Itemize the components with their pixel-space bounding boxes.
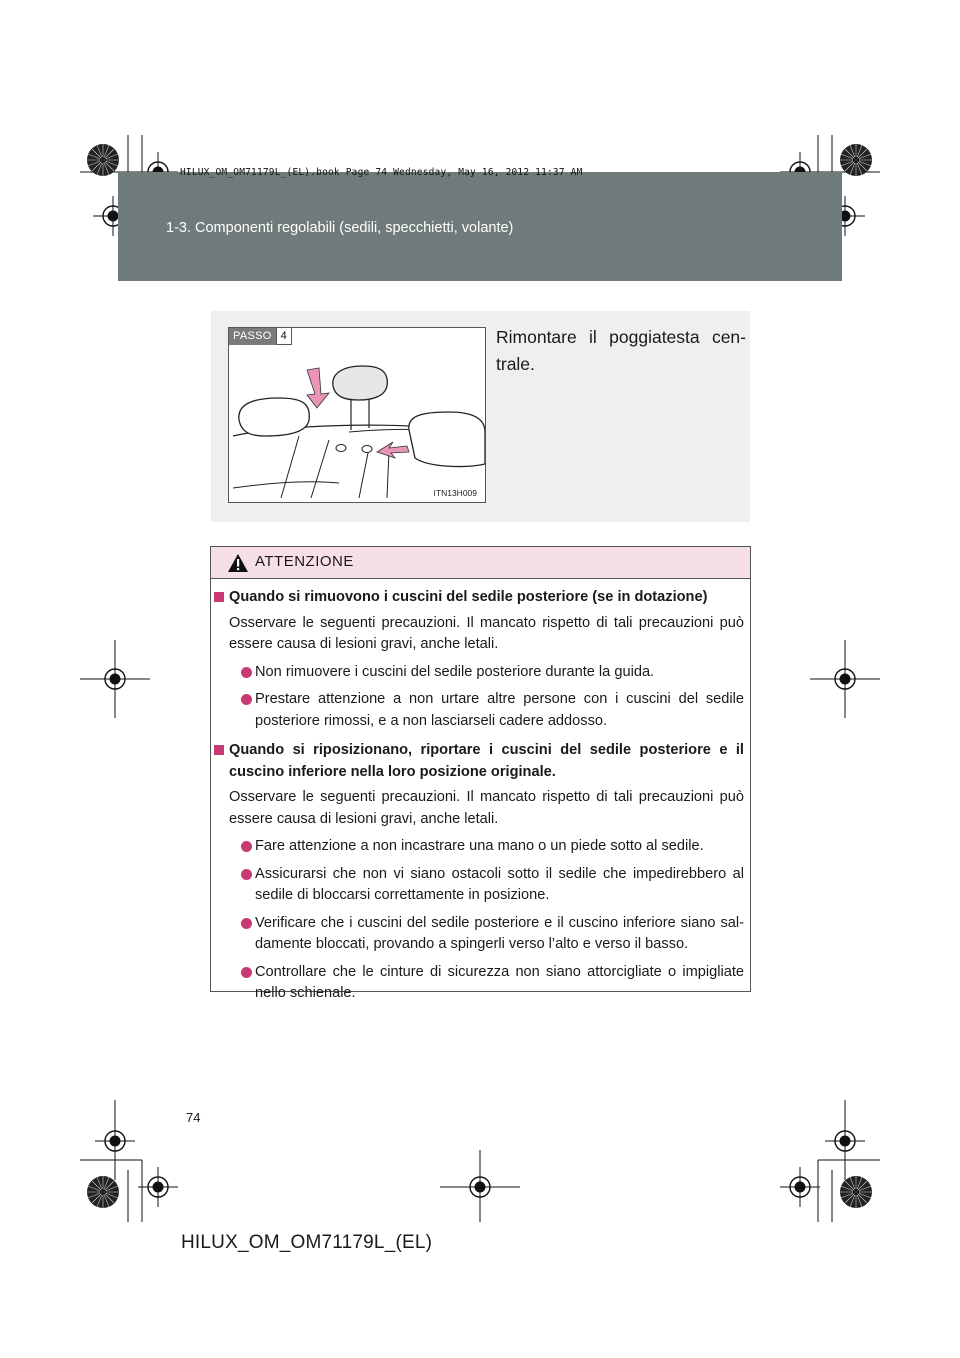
warning-heading-text: Quando si riposizionano, riportare i cuscini del sedile posteriore e il cuscino inferiore nella loro posizione originale. — [229, 742, 744, 780]
round-bullet-icon — [241, 967, 252, 978]
warning-paragraph: Osservare le seguenti precauzioni. Il mancato rispetto di tali precauzioni può essere causa di lesioni gravi, anche letali. — [229, 614, 744, 652]
warning-heading — [229, 587, 744, 609]
warning-header — [211, 547, 750, 579]
figure-code: ITN13H009 — [433, 488, 477, 498]
book-stamp: HILUX_OM_OM71179L_(EL).book Page 74 Wednesday, May 16, 2012 11:37 AM — [180, 167, 583, 178]
warning-title: ATTENZIONE — [255, 553, 354, 570]
document-id: HILUX_OM_OM71179L_(EL) — [181, 1232, 433, 1253]
page-number: 74 — [186, 1110, 201, 1125]
warning-heading — [229, 740, 744, 783]
warning-bullet-text: Prestare attenzione a non urtare altre persone con i cuscini del sedile posteriore rimossi, e a non lasciarseli cadere addosso. — [255, 691, 744, 729]
warning-bullet — [241, 913, 744, 956]
round-bullet-icon — [241, 869, 252, 880]
warning-bullet — [241, 689, 744, 732]
warning-bullet — [241, 962, 744, 1005]
headrest-illustration — [228, 327, 486, 503]
step-badge-number: 4 — [276, 328, 292, 345]
warning-body — [211, 587, 750, 1005]
warning-paragraph: Osservare le seguenti precauzioni. Il mancato rispetto di tali precauzioni può essere causa di lesioni gravi, anche letali. — [229, 789, 744, 827]
warning-heading-text: Quando si rimuovono i cuscini del sedile posteriore (se in dotazione) — [229, 589, 708, 605]
warning-bullet — [241, 662, 744, 684]
square-bullet-icon — [214, 745, 224, 755]
warning-bullet — [241, 836, 744, 858]
warning-bullet-text: Controllare che le cinture di sicurezza non siano attorcigliate o impigliate nello schienale. — [255, 963, 744, 1001]
warning-bullet-text: Non rimuovere i cuscini del sedile posteriore durante la guida. — [255, 663, 655, 680]
warning-bullet-text: Assicurarsi che non vi siano ostacoli sotto il sedile che impedirebbero al sedile di bloccarsi correttamente in posizione. — [255, 865, 744, 903]
headrest-drawing — [229, 328, 485, 502]
round-bullet-icon — [241, 667, 252, 678]
step-instruction: Rimontare il poggiatesta cen- trale. — [496, 327, 746, 374]
warning-box — [210, 546, 751, 1001]
step-badge — [229, 328, 292, 345]
square-bullet-icon — [214, 592, 224, 602]
step-badge-word: PASSO — [229, 328, 276, 345]
warning-bullet-text: Fare attenzione a non incastrare una mano o un piede sotto al sedile. — [255, 838, 704, 854]
warning-bullet — [241, 864, 744, 907]
warning-bullet-text: Verificare che i cuscini del sedile posteriore e il cuscino inferiore siano sal- damente bloccati, provando a spingerli verso l’alto e verso il basso. — [255, 914, 744, 952]
round-bullet-icon — [241, 694, 252, 705]
round-bullet-icon — [241, 918, 252, 929]
section-title: 1-3. Componenti regolabili (sedili, specchietti, volante) — [166, 220, 514, 236]
warning-triangle-icon — [227, 553, 249, 573]
step-panel — [211, 311, 750, 522]
round-bullet-icon — [241, 841, 252, 852]
